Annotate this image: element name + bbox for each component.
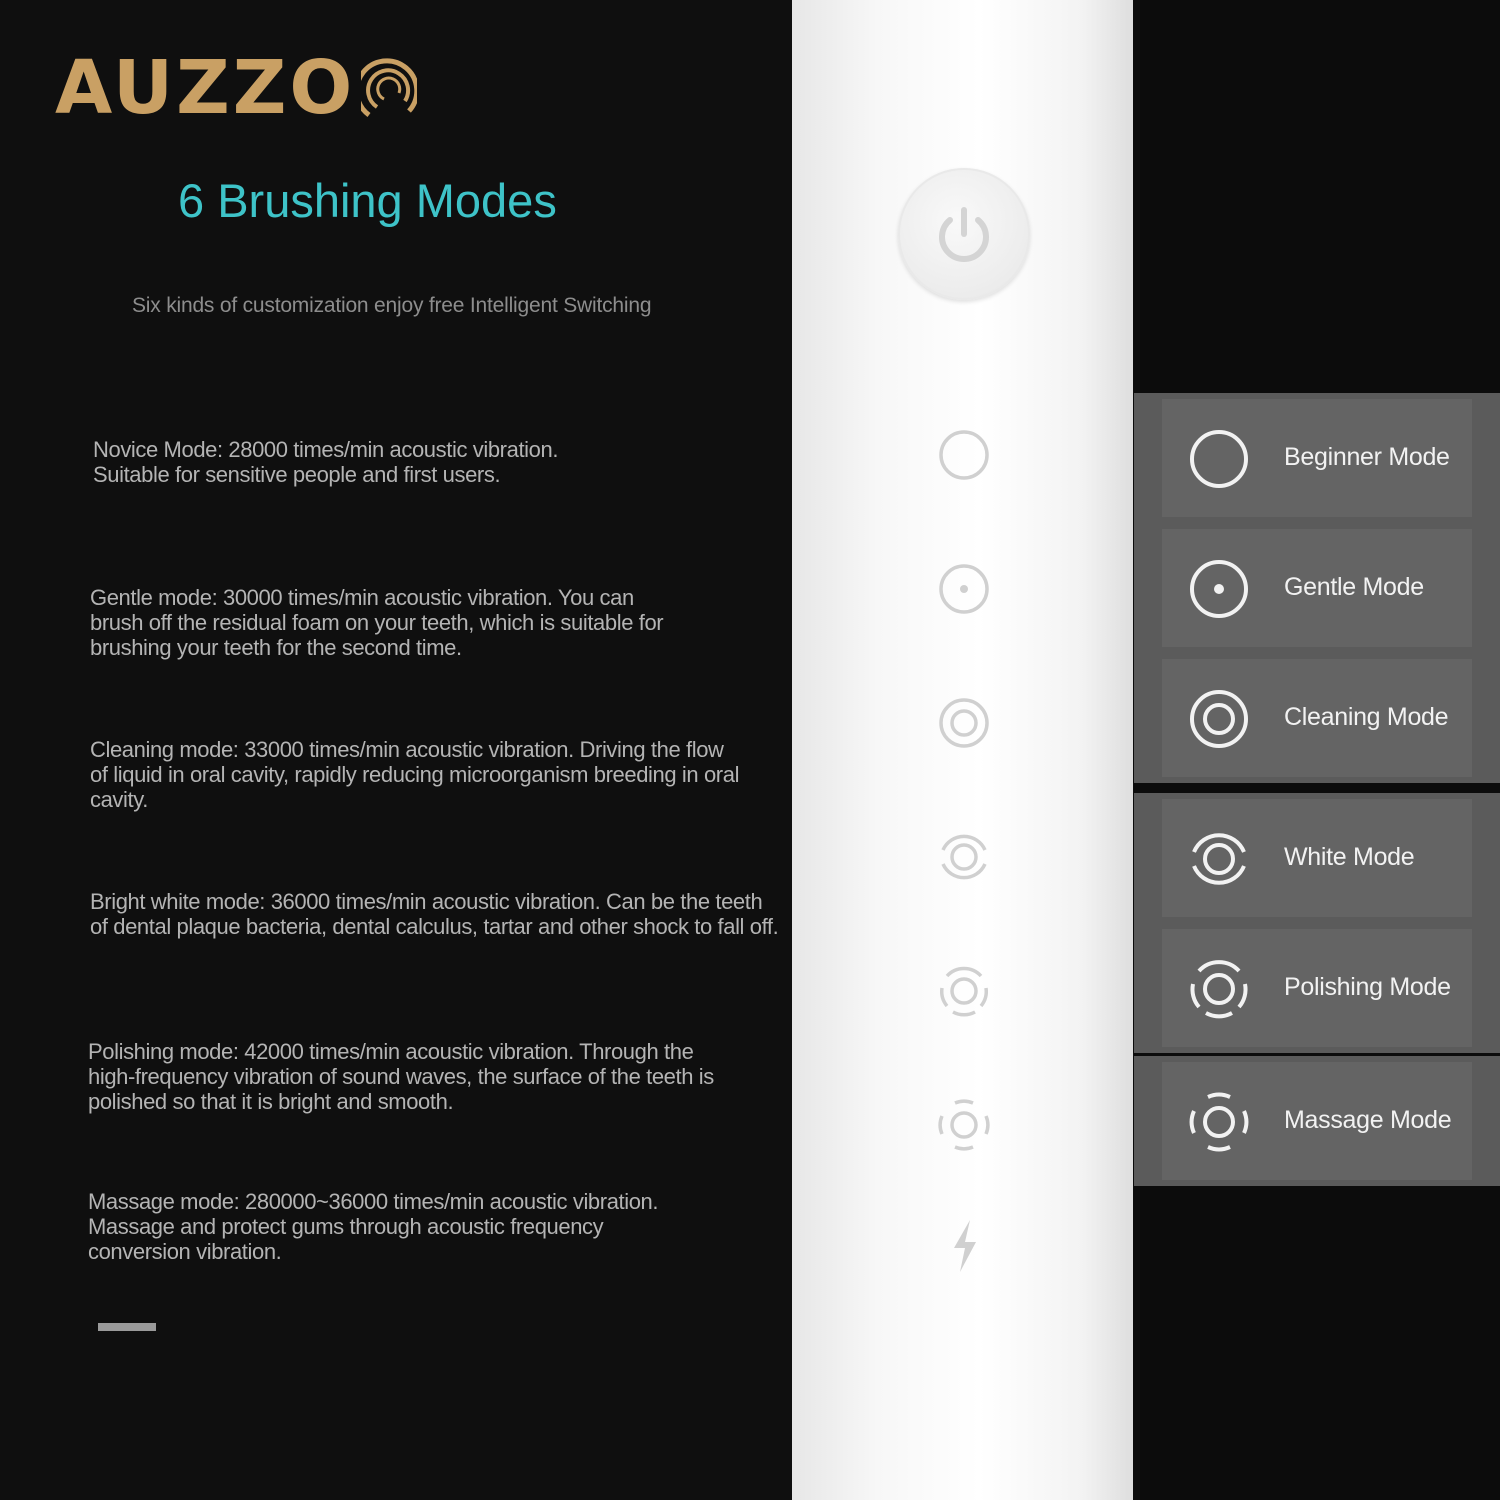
double-ring-icon xyxy=(935,694,993,752)
mode-label: White Mode xyxy=(1284,843,1415,871)
mode-option-massage[interactable] xyxy=(1134,1056,1500,1186)
mode-label: Gentle Mode xyxy=(1284,573,1424,601)
page-title: 6 Brushing Modes xyxy=(178,174,557,227)
mode-label: Beginner Mode xyxy=(1284,443,1450,471)
mode-description: Novice Mode: 28000 times/min acoustic vibration. Suitable for sensitive people and first users. xyxy=(93,437,559,487)
ring-icon xyxy=(935,426,993,484)
mode-option-white[interactable] xyxy=(1134,793,1500,923)
mode-option-cleaning[interactable] xyxy=(1134,653,1500,783)
double-ring-two-gap-icon xyxy=(935,962,993,1020)
brand-swirl-icon xyxy=(361,53,417,123)
mode-description: Massage mode: 280000~36000 times/min acoustic vibration. Massage and protect gums through acoustic frequency conversion vibration. xyxy=(88,1189,659,1264)
mode-label: Massage Mode xyxy=(1284,1106,1452,1134)
mode-description: Cleaning mode: 33000 times/min acoustic vibration. Driving the flow of liquid in oral cavity, rapidly reducing microorganism breeding in oral cavity. xyxy=(90,737,740,812)
mode-description: Bright white mode: 36000 times/min acoustic vibration. Can be the teeth of dental plaque bacteria, dental calculus, tartar and other shock to fall off. xyxy=(90,889,779,939)
ring-dot-icon xyxy=(935,560,993,618)
brand-logo xyxy=(55,45,417,131)
mode-option-beginner[interactable] xyxy=(1134,393,1500,523)
mode-option-gentle[interactable] xyxy=(1134,523,1500,653)
page-subtitle: Six kinds of customization enjoy free Intelligent Switching xyxy=(132,294,652,317)
brand-name: AUZZO xyxy=(55,45,356,131)
lightning-icon xyxy=(948,1218,982,1274)
mode-description: Polishing mode: 42000 times/min acoustic vibration. Through the high-frequency vibration of sound waves, the surface of the teeth is polished so that it is bright and smooth. xyxy=(88,1039,714,1114)
double-ring-icon xyxy=(1188,688,1250,750)
power-button[interactable] xyxy=(898,168,1030,300)
ring-dot-icon xyxy=(1188,558,1250,620)
ring-icon xyxy=(1188,428,1250,490)
double-ring-four-gap-icon xyxy=(1188,1091,1250,1153)
mode-label: Polishing Mode xyxy=(1284,973,1451,1001)
double-ring-gap-icon xyxy=(1188,828,1250,890)
mode-label: Cleaning Mode xyxy=(1284,703,1449,731)
mode-option-polishing[interactable] xyxy=(1134,923,1500,1053)
mode-description: Gentle mode: 30000 times/min acoustic vibration. You can brush off the residual foam on your teeth, which is suitable for brushing your teeth for the second time. xyxy=(90,585,664,660)
double-ring-two-gap-icon xyxy=(1188,958,1250,1020)
divider-bar xyxy=(98,1323,156,1331)
double-ring-gap-icon xyxy=(935,828,993,886)
power-icon xyxy=(928,198,1000,270)
double-ring-four-gap-icon xyxy=(935,1096,993,1154)
